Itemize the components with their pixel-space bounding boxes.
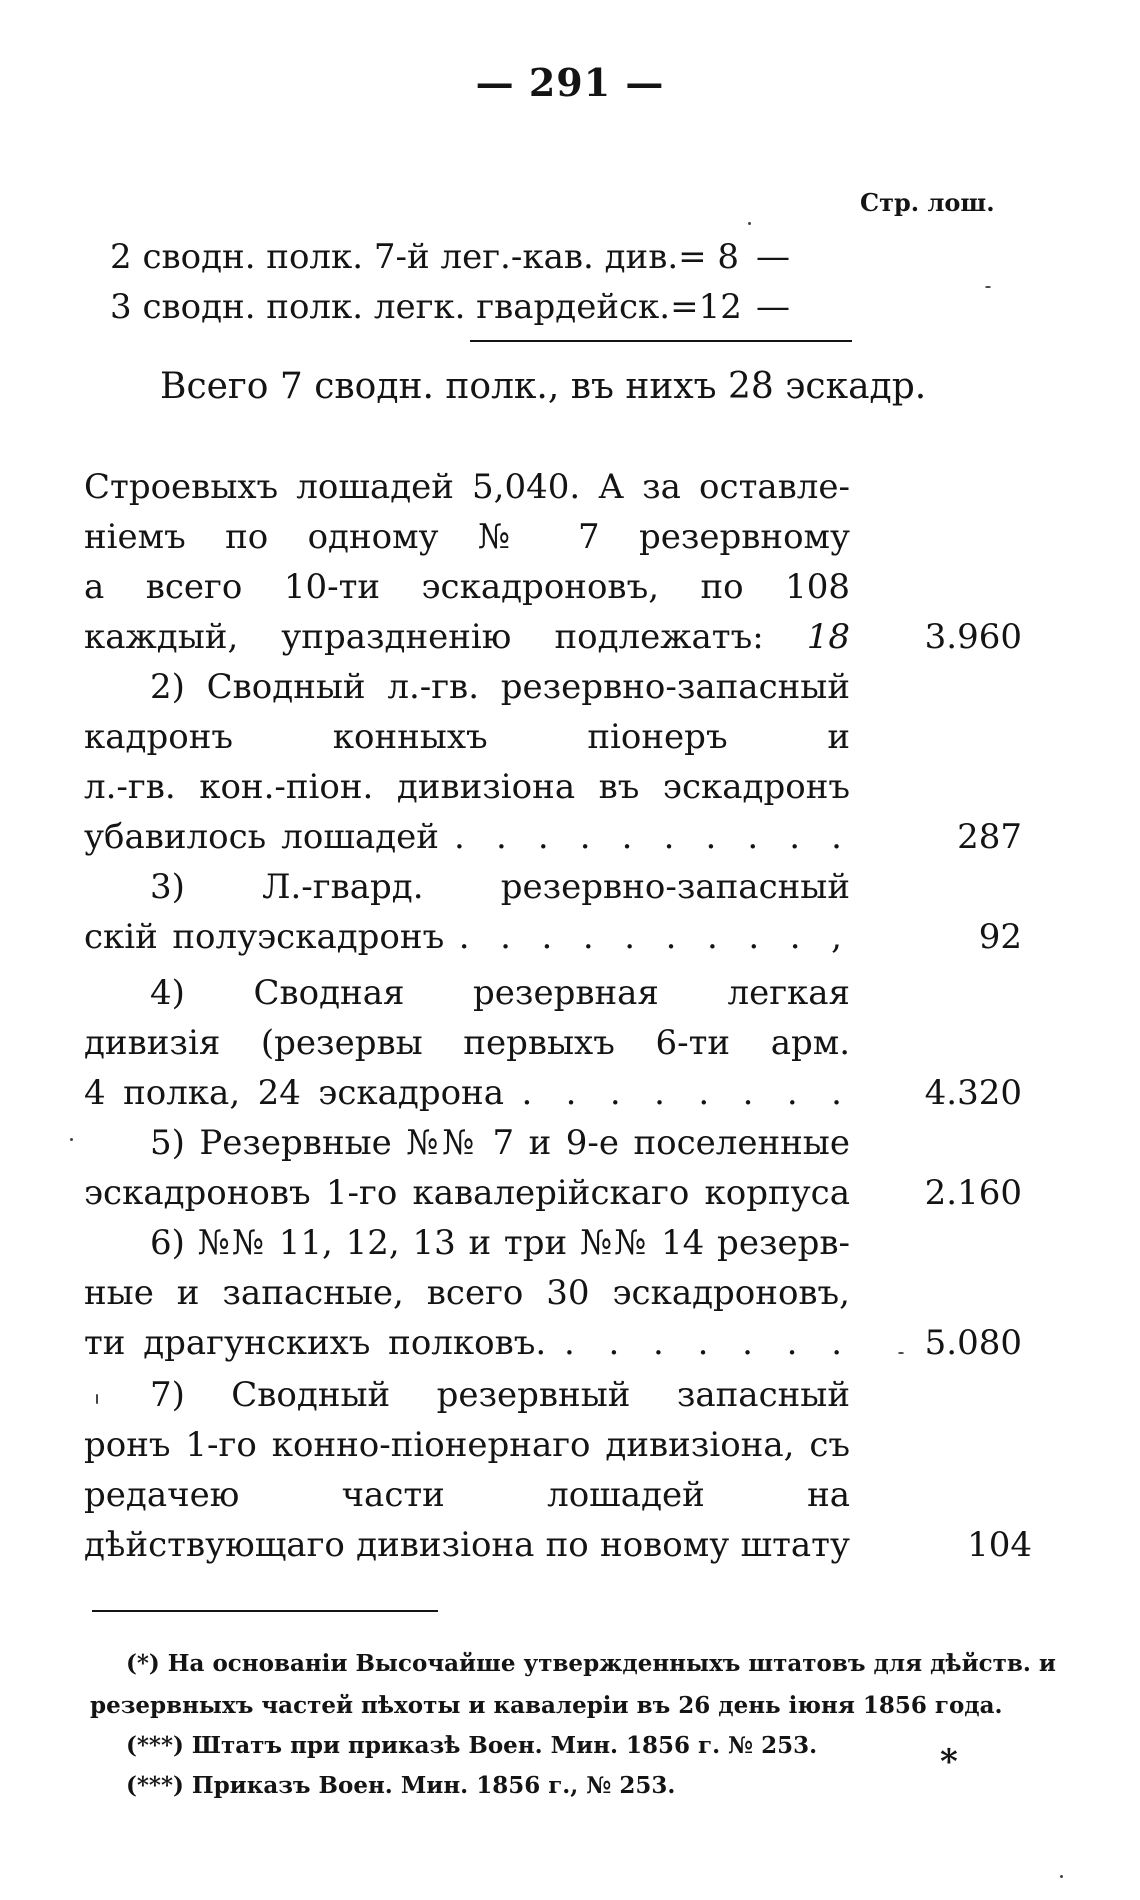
asterisk-mark: * — [940, 1742, 958, 1782]
item-line — [150, 1370, 850, 1420]
item-line — [84, 1470, 850, 1520]
item-line — [150, 1118, 850, 1168]
paragraph-line-text: каждый, упраздненію подлежатъ: — [84, 617, 764, 657]
item-line — [150, 862, 850, 912]
paragraph-line-text: Строевыхъ лошадей 5,040. А за оставле- — [84, 467, 850, 507]
amount-value: 5.080 — [924, 1323, 1022, 1363]
dot-leader: . . . . . . . . . . — [454, 817, 850, 857]
item-line-text: л.-гв. кон.-піон. дивизіона въ эскадронъ — [84, 767, 850, 807]
item-line — [84, 1318, 850, 1368]
print-speck — [96, 1394, 98, 1404]
regiment-line: 2 сводн. полк. 7-й лег.-кав. див.= 8 — [110, 237, 740, 277]
regiment-dash: — — [756, 287, 790, 327]
amount-value: 2.160 — [924, 1173, 1022, 1213]
paragraph-line-text: ніемъ по одному № 7 резервному — [84, 517, 850, 557]
paragraph-line — [84, 612, 850, 662]
footnote-line: (***) Штатъ при приказѣ Воен. Мин. 1856 г. № 253. — [126, 1732, 818, 1759]
item-line — [84, 812, 850, 862]
item-line-text: 7) Сводный резервный запасный — [150, 1375, 850, 1415]
print-speck — [985, 286, 991, 288]
amount-value: 4.320 — [924, 1073, 1022, 1113]
amount-value: 287 — [957, 817, 1022, 857]
footnote-line: резервныхъ частей пѣхоты и кавалеріи въ 26 день іюня 1856 года. — [90, 1692, 1003, 1719]
item-line-text: скій полуэскадронъ — [84, 917, 445, 957]
paragraph-line — [84, 562, 850, 612]
item-line-text: ные и запасные, всего 30 эскадроновъ, — [84, 1273, 850, 1313]
item-line-text: дивизія (резервы первыхъ 6-ти арм. — [84, 1023, 850, 1063]
item-line-text: 2) Сводный л.-гв. резервно-запасный — [150, 667, 850, 707]
item-line-text: 4 полка, 24 эскадрона — [84, 1073, 504, 1113]
column-header: Стр. лош. — [860, 188, 995, 217]
italic-count: 18 — [806, 617, 850, 657]
print-speck — [748, 222, 751, 225]
item-line — [84, 762, 850, 812]
print-speck — [1060, 1875, 1063, 1878]
footnote-line: (***) Приказъ Воен. Мин. 1856 г., № 253. — [126, 1772, 676, 1799]
item-line — [84, 1168, 850, 1218]
paragraph-line — [84, 462, 850, 512]
item-line — [84, 1268, 850, 1318]
item-line — [150, 1218, 850, 1268]
footnote-rule — [92, 1610, 438, 1612]
item-line-text: 4) Сводная резервная легкая — [150, 973, 850, 1013]
item-line-text: эскадроновъ 1-го кавалерійскаго корпуса — [84, 1173, 850, 1213]
page-number: — 291 — — [475, 60, 665, 105]
item-line-text: ти драгунскихъ полковъ. — [84, 1323, 547, 1363]
item-line-text: кадронъ конныхъ піонеръ и — [84, 717, 850, 757]
item-line-text: редачею части лошадей на — [84, 1475, 850, 1515]
dot-leader: . . . . . . . . — [521, 1073, 850, 1113]
print-speck — [70, 1138, 73, 1141]
amount-value: 92 — [978, 917, 1022, 957]
item-line — [84, 1068, 850, 1118]
item-line — [84, 1018, 850, 1068]
item-line — [84, 712, 850, 762]
item-line-text: 6) №№ 11, 12, 13 и три №№ 14 резерв- — [150, 1223, 850, 1263]
item-line — [150, 662, 850, 712]
item-line — [84, 1520, 850, 1570]
item-line — [150, 968, 850, 1018]
regiment-line: 3 сводн. полк. легк. гвардейск.=12 — [110, 287, 742, 327]
item-line-text: 5) Резервные №№ 7 и 9-е поселенные — [150, 1123, 850, 1163]
amount-value: 3.960 — [924, 617, 1022, 657]
item-line — [84, 912, 850, 962]
item-line-text: 3) Л.-гвард. резервно-запасный — [150, 867, 850, 907]
amount-value: 104 — [967, 1525, 1032, 1565]
dot-leader: . . . . . . . . . , — [458, 917, 850, 957]
footnote-line: (*) На основаніи Высочайше утвержденныхъ штатовъ для дѣйств. и — [126, 1650, 1056, 1677]
regiment-dash: — — [756, 237, 790, 277]
dot-leader: . . . . . . . — [563, 1323, 850, 1363]
subtotal-rule — [470, 340, 852, 342]
paragraph-line — [84, 512, 850, 562]
paragraph-line-text: а всего 10-ти эскадроновъ, по 108 — [84, 567, 850, 607]
total-line: Всего 7 сводн. полк., въ нихъ 28 эскадр. — [160, 366, 927, 407]
print-speck — [898, 1352, 904, 1354]
item-line-text: дѣйствующаго дивизіона по новому штату — [84, 1525, 850, 1565]
item-line — [84, 1420, 850, 1470]
item-line-text: ронъ 1-го конно-піонернаго дивизіона, съ — [84, 1425, 850, 1465]
item-line-text: убавилось лошадей — [84, 817, 439, 857]
